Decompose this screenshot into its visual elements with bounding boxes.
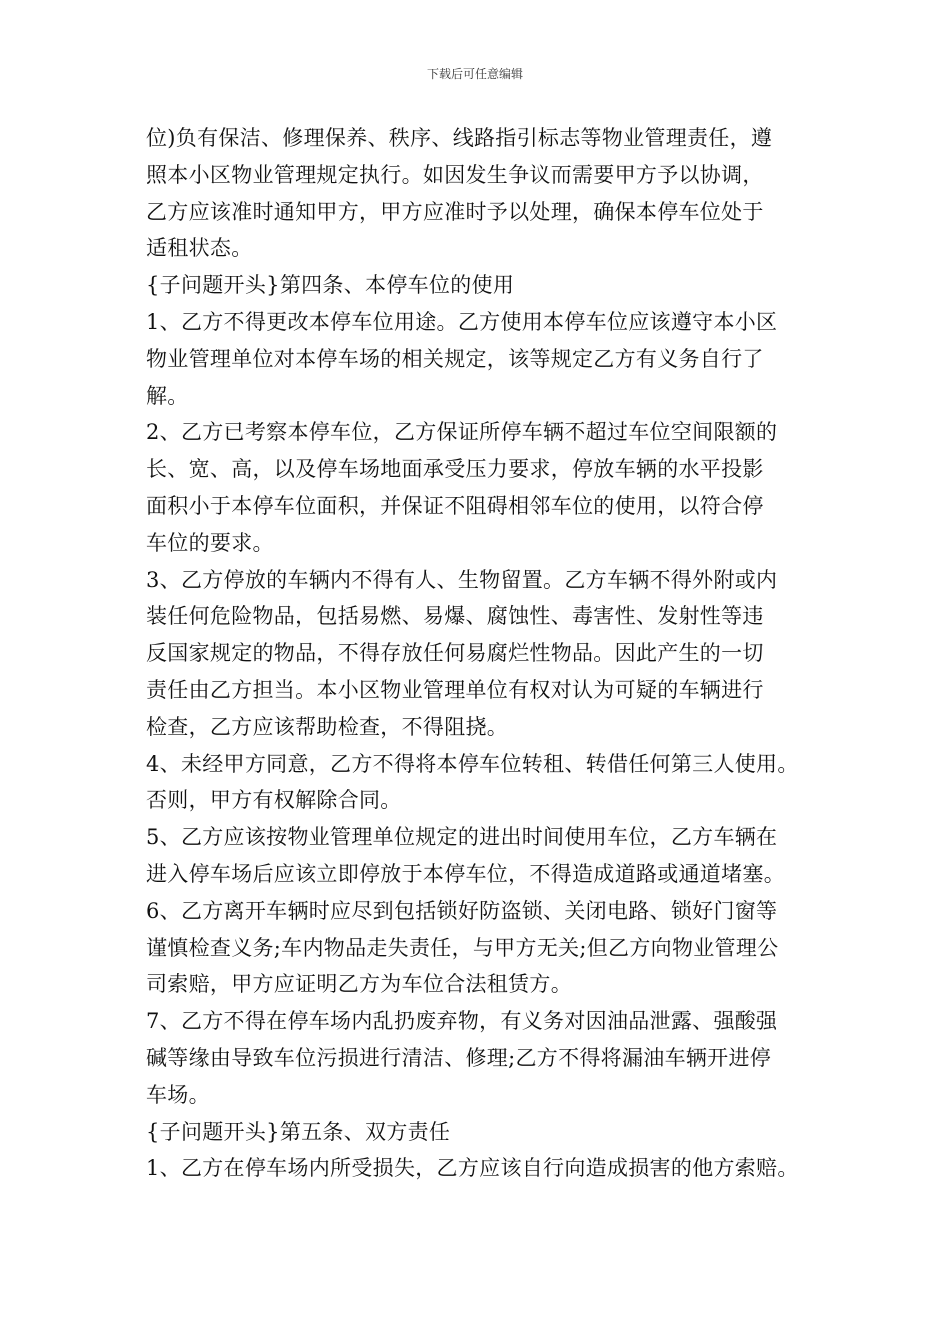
text-line: 进入停车场后应该立即停放于本停车位，不得造成道路或通道堵塞。	[146, 861, 785, 886]
page-header: 下载后可任意编辑	[426, 67, 523, 81]
text-line: 4、未经甲方同意，乙方不得将本停车位转租、转借任何第三人使用。	[146, 751, 799, 776]
text-line: 照本小区物业管理规定执行。如因发生争议而需要甲方予以协调，	[146, 162, 764, 187]
text-line: 责任由乙方担当。本小区物业管理单位有权对认为可疑的车辆进行	[146, 677, 764, 702]
text-line: 面积小于本停车位面积，并保证不阻碍相邻车位的使用，以符合停	[146, 493, 764, 518]
text-line: 适租状态。	[146, 236, 253, 261]
text-line: 谨慎检查义务;车内物品走失责任，与甲方无关;但乙方向物业管理公	[146, 935, 779, 960]
text-line: 反国家规定的物品，不得存放任何易腐烂性物品。因此产生的一切	[146, 641, 764, 666]
text-line: 否则，甲方有权解除合同。	[146, 788, 402, 813]
text-line: 乙方应该准时通知甲方，甲方应准时予以处理，确保本停车位处于	[146, 199, 764, 224]
text-line: 6、乙方离开车辆时应尽到包括锁好防盗锁、关闭电路、锁好门窗等	[146, 898, 778, 923]
text-line: 2、乙方已考察本停车位，乙方保证所停车辆不超过车位空间限额的	[146, 420, 778, 445]
text-line: 1、乙方不得更改本停车位用途。乙方使用本停车位应该遵守本小区	[146, 309, 778, 334]
text-line: 车位的要求。	[146, 530, 274, 555]
section-heading: {子问题开头}第五条、双方责任	[146, 1119, 451, 1144]
text-line: 7、乙方不得在停车场内乱扔废弃物，有义务对因油品泄露、强酸强	[146, 1009, 778, 1034]
document-body	[146, 120, 818, 1187]
text-line: 1、乙方在停车场内所受损失，乙方应该自行向造成损害的他方索赔。	[146, 1156, 799, 1181]
text-line: 5、乙方应该按物业管理单位规定的进出时间使用车位，乙方车辆在	[146, 825, 778, 850]
text-line: 碱等缘由导致车位污损进行清洁、修理;乙方不得将漏油车辆开进停	[146, 1045, 772, 1070]
text-line: 物业管理单位对本停车场的相关规定，该等规定乙方有义务自行了	[146, 346, 764, 371]
text-line: 车场。	[146, 1082, 210, 1107]
text-line: 司索赔，甲方应证明乙方为车位合法租赁方。	[146, 972, 572, 997]
text-line: 检查，乙方应该帮助检查，不得阻挠。	[146, 714, 509, 739]
section-heading: {子问题开头}第四条、本停车位的使用	[146, 273, 515, 298]
text-line: 3、乙方停放的车辆内不得有人、生物留置。乙方车辆不得外附或内	[146, 567, 778, 592]
text-line: 位)负有保洁、修理保养、秩序、线路指引标志等物业管理责任，遵	[146, 126, 773, 150]
text-line: 解。	[146, 383, 189, 408]
text-line: 装任何危险物品，包括易燃、易爆、腐蚀性、毒害性、发射性等违	[146, 604, 764, 629]
text-line: 长、宽、高，以及停车场地面承受压力要求，停放车辆的水平投影	[146, 457, 764, 482]
